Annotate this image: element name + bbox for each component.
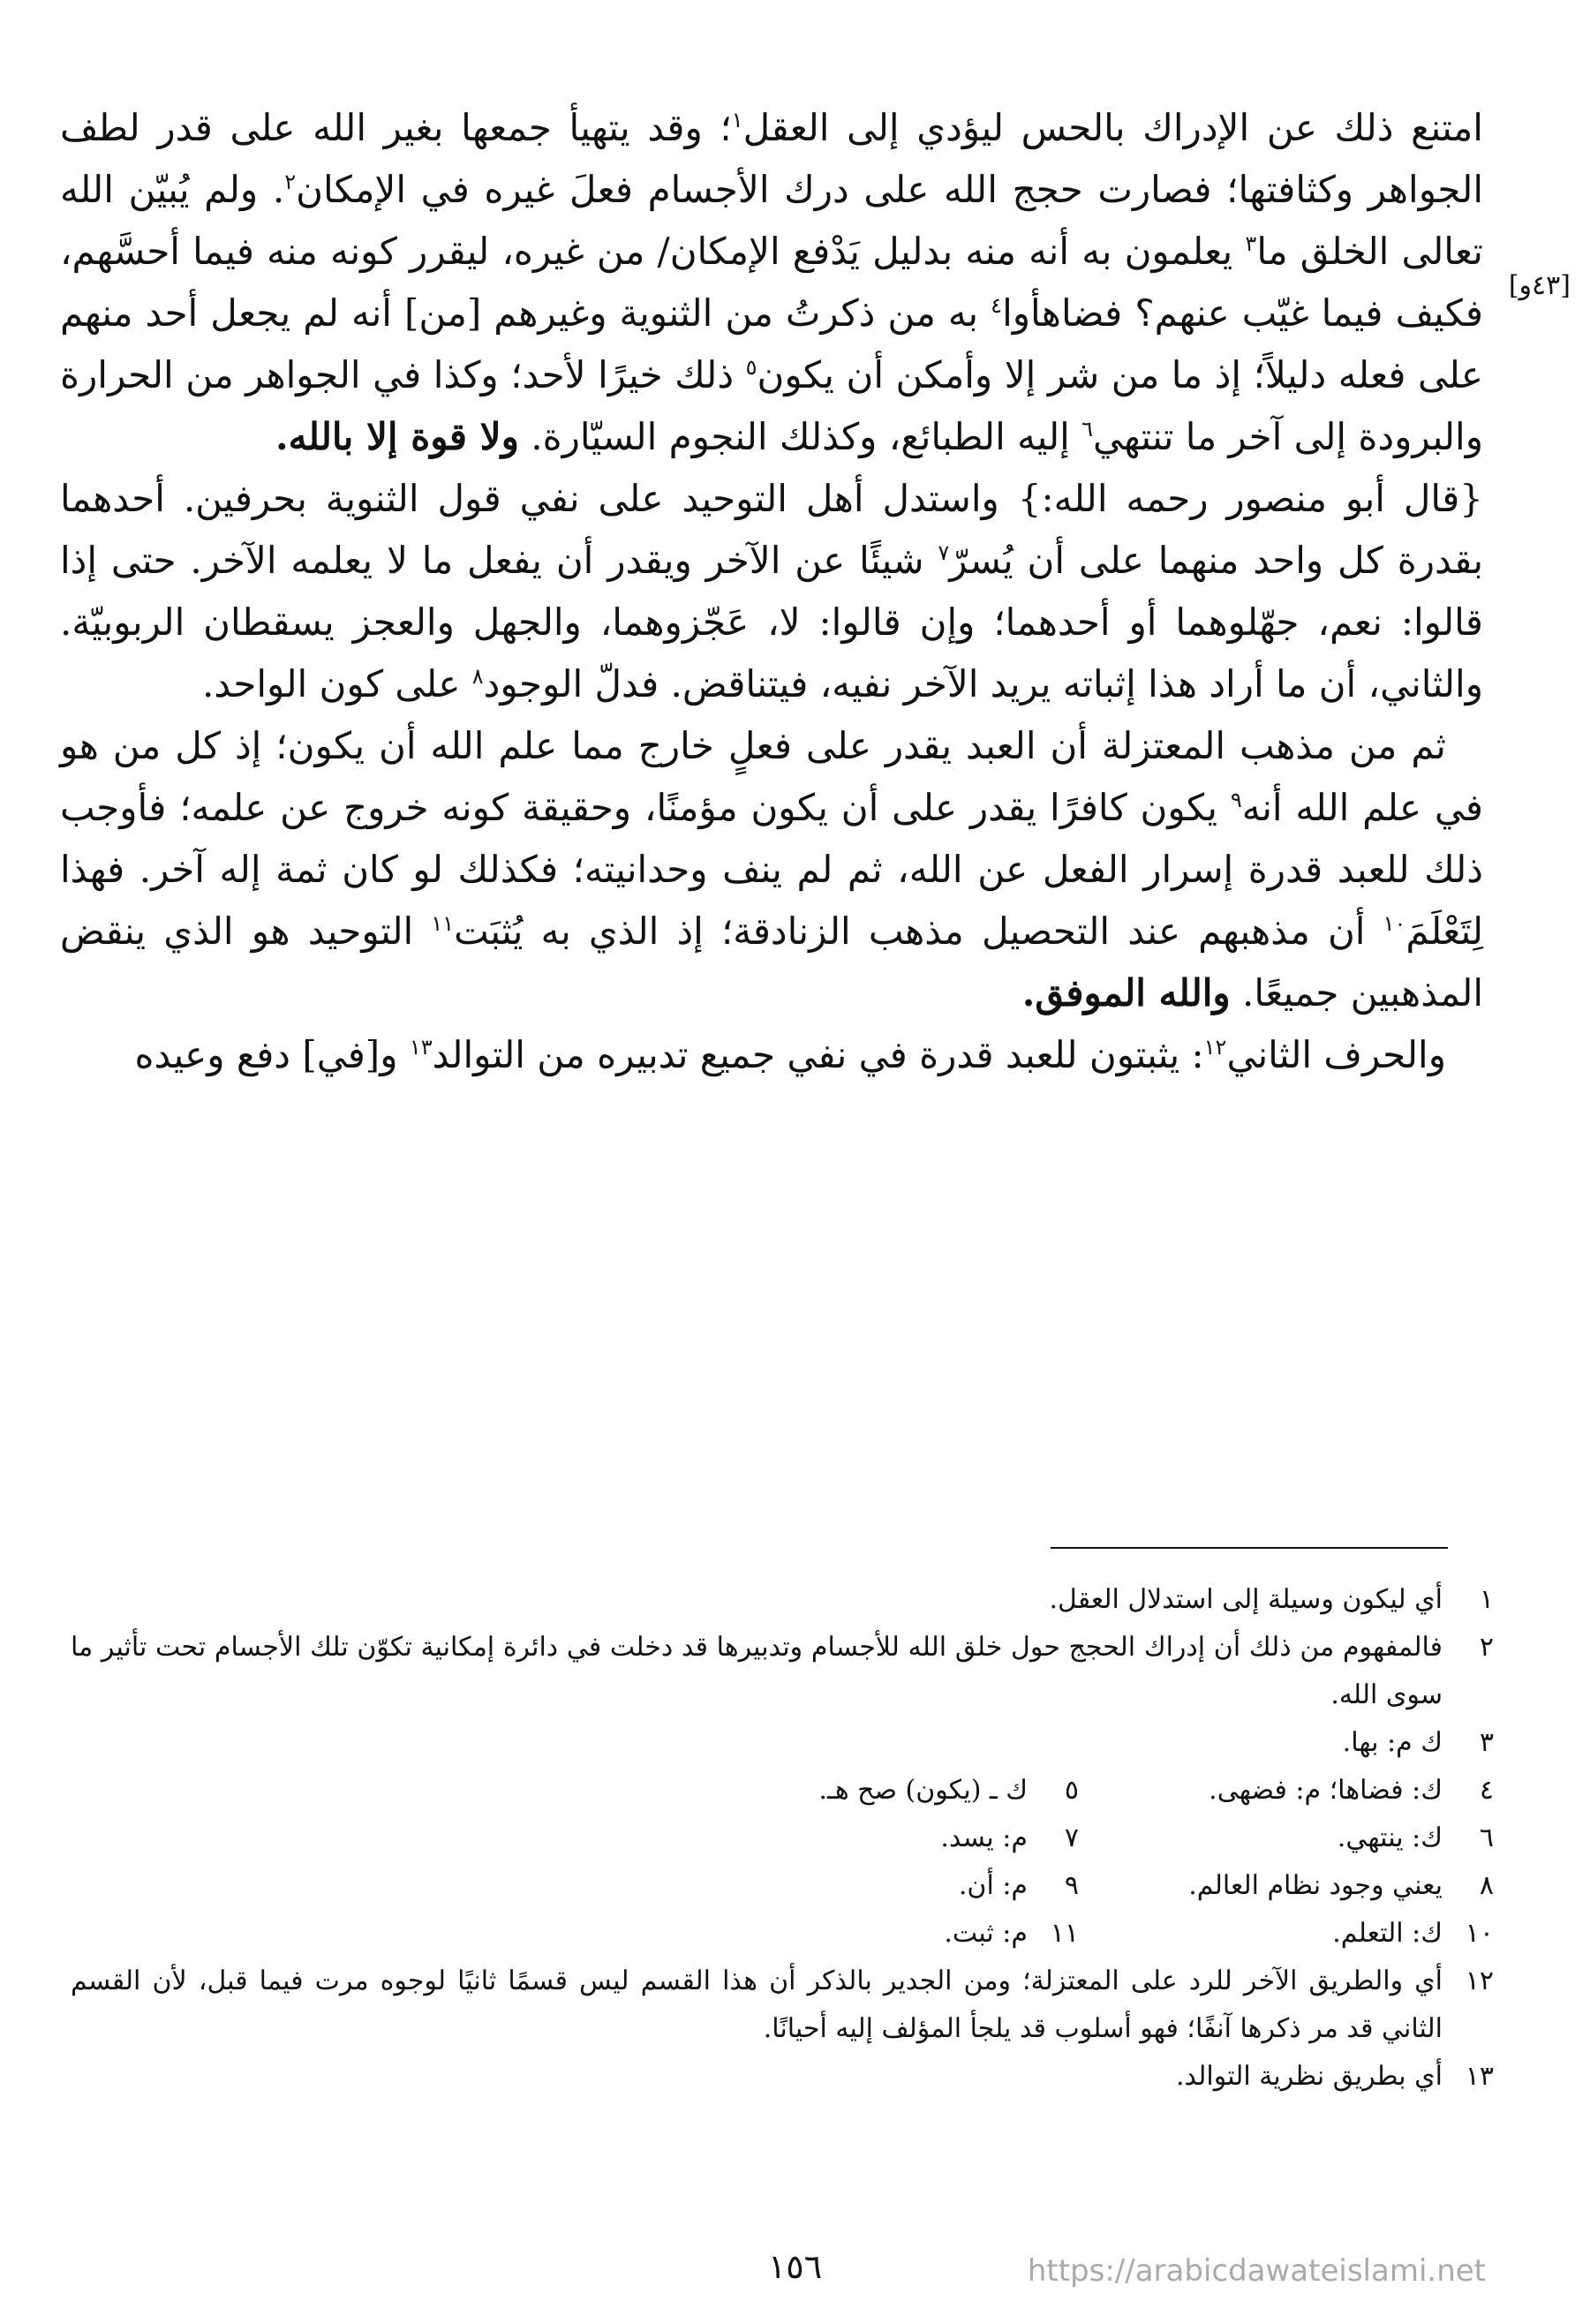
footnote-number: ٥ [1064, 1775, 1079, 1806]
text-run: أن مذهبهم عند التحصيل مذهب الزنادقة؛ إذ الذي به يُثبَت [454, 909, 1383, 953]
footnote-row [71, 1862, 1494, 1910]
footnote-marker: ١٢ [1203, 1035, 1227, 1060]
footnote-number: ٨ [1479, 1870, 1494, 1901]
footnote-text: يعني وجود نظام العالم. [1188, 1870, 1443, 1901]
footnote-number: ١٢ [1465, 1966, 1494, 1996]
watermark-url: https://arabicdawateislami.net [1027, 2253, 1486, 2289]
footnote [1079, 1815, 1494, 1862]
text-run: . ولم يُبيّن الله تعالى الخلق ما [60, 168, 1483, 273]
footnote [664, 1862, 1079, 1910]
footnote-number: ١١ [1050, 1918, 1079, 1949]
footnote [664, 1815, 1079, 1862]
footnote-text: ك م: بها. [1342, 1727, 1443, 1758]
footnote [664, 1910, 1079, 1958]
footnote [1079, 1767, 1494, 1815]
main-text [60, 97, 1483, 1086]
paragraph [60, 468, 1483, 715]
footnote-number: ٣ [1479, 1727, 1494, 1758]
footnote-number: ٧ [1064, 1822, 1079, 1853]
footnote-text: ك: ينتهي. [1337, 1822, 1443, 1853]
footnote-marker: ٤ [991, 293, 1003, 318]
text-run: {قال أبو منصور رحمه الله:} واستدل أهل التوحيد على نفي قول الثنوية بحرفين. أحدهما بقدرة كل واحد منهما على أن يُسرّ [60, 477, 1484, 582]
text-run: به من ذكرتُ من الثنوية وغيرهم [من] أنه لم يجعل أحد منهم على فعله دليلاً؛ إذ ما من شر إلا وأمكن أن يكون [60, 291, 1483, 396]
footnote-marker: ٩ [1230, 788, 1242, 812]
page-number: ١٥٦ [767, 2247, 823, 2286]
footnote-number: ٦ [1479, 1822, 1494, 1853]
paragraph [60, 1024, 1483, 1086]
footnote-marker: ١ [731, 108, 743, 132]
footnote [71, 1576, 1494, 1624]
bold-phrase: والله الموفق. [1021, 971, 1231, 1015]
bold-phrase: ولا قوة إلا بالله. [275, 415, 519, 458]
footnote-text: م: أن. [958, 1870, 1028, 1901]
text-run: على كون الواحد. [202, 662, 472, 706]
footnote-text: م: ثبت. [944, 1918, 1028, 1949]
footnote-text: ك: فضاها؛ م: فضهى. [1209, 1775, 1443, 1806]
footnote-marker: ٥ [745, 355, 757, 380]
manuscript-folio-marker: [٤٣و] [1508, 270, 1571, 301]
footnote-marker: ١١ [431, 911, 455, 936]
paragraph [60, 715, 1483, 1024]
footnote-text: أي والطريق الآخر للرد على المعتزلة؛ ومن الجدير بالذكر أن هذا القسم ليس قسمًا ثانيًا لوجوه مرت فيما قبل، لأن القسم الثاني قد مر ذكرها آنفًا؛ فهو أسلوب قد يلجأ المؤلف إليه أحيانًا. [71, 1966, 1443, 2044]
text-run: ذلك خيرًا لأحد؛ وكذا في الجواهر من الحرارة والبرودة إلى آخر ما تنتهي [60, 353, 1483, 458]
footnote-number: ١٠ [1465, 1918, 1494, 1949]
text-run: ؛ وقد يتهيأ جمعها بغير الله على قدر لطف الجواهر وكثافتها؛ فصارت حجج الله على درك الأجسام فعلَ غيره في الإمكان [60, 106, 1483, 211]
footnote-marker: ١٠ [1383, 911, 1406, 936]
footnote-number: ١٣ [1465, 2061, 1494, 2092]
footnote [664, 1767, 1079, 1815]
text-run: : يثبتون للعبد قدرة في نفي جميع تدبيره من التوالد [432, 1033, 1204, 1076]
footnotes [71, 1576, 1494, 2101]
text-run: ثم من مذهب المعتزلة أن العبد يقدر على فعلٍ خارج مما علم الله أن يكون؛ إذ كل من هو في علم الله أنه [60, 724, 1483, 829]
footnote-number: ٩ [1064, 1870, 1079, 1901]
footnote-marker: ٢ [284, 170, 297, 194]
footnote-marker: ٣ [1245, 231, 1257, 256]
text-run: التوحيد هو الذي ينقض المذهبين جميعًا. [60, 909, 1483, 1015]
footnote [71, 1958, 1494, 2053]
footnote-marker: ٨ [471, 664, 484, 689]
footnote-number: ١ [1479, 1584, 1494, 1615]
text-run: والحرف الثاني [1226, 1033, 1446, 1076]
text-run: شيئًا عن الآخر ويقدر أن يفعل ما لا يعلمه الآخر. حتى إذا قالوا: نعم، جهّلوهما أو أحدهما؛ وإن قالوا: لا، عَجّزوهما، والجهل والعجز يسقطان الربوبيّة. والثاني، أن ما أراد هذا إثباته يريد الآخر نفيه، فيتناقض. فدلّ الوجود [60, 539, 1484, 706]
footnote-text: م: يسد. [940, 1822, 1028, 1853]
text-run: إليه الطبائع، وكذلك النجوم السيّارة. [518, 415, 1082, 458]
footnote-row [71, 1910, 1494, 1958]
footnote [1079, 1910, 1494, 1958]
footnote-marker: ٧ [938, 540, 950, 565]
footnote-marker: ١٣ [409, 1035, 433, 1060]
text-run: يعلمون به أنه منه بدليل يَدْفع الإمكان/ من غيره، ليقرر كونه منه فيما أحسَّهم، فكيف فيما غيّب عنهم؟ فضاهأوا [60, 230, 1483, 335]
footnote-text: أي ليكون وسيلة إلى استدلال العقل. [1049, 1584, 1443, 1615]
text-run: يكون كافرًا يقدر على أن يكون مؤمنًا، وحقيقة كونه خروج عن علمه؛ فأوجب ذلك للعبد قدرة إسرار الفعل عن الله، ثم لم ينف وحدانيته؛ فكذلك لو كان ثمة إله آخر. فهذا لِتَعْلَمَ [60, 786, 1483, 953]
footnote-row [71, 1767, 1494, 1815]
footnote-text: أي بطريق نظرية التوالد. [1175, 2061, 1443, 2092]
footnote-text: ك: التعلم. [1332, 1918, 1443, 1949]
footnote-text: ك ـ (يكون) صح هـ. [818, 1775, 1028, 1806]
paragraph [60, 97, 1483, 468]
footnote-text: فالمفهوم من ذلك أن إدراك الحجج حول خلق الله للأجسام وتدبيرها قد دخلت في دائرة إمكانية تكوّن تلك الأجسام تحت تأثير ما سوى الله. [71, 1632, 1443, 1710]
footnote-separator [1051, 1547, 1448, 1549]
footnote [71, 1624, 1494, 1719]
footnote [1079, 1862, 1494, 1910]
footnote-row [71, 1815, 1494, 1862]
text-run: و[في] دفع وعيده [134, 1033, 410, 1076]
footnote [71, 1719, 1494, 1767]
footnote [71, 2053, 1494, 2101]
text-run: امتنع ذلك عن الإدراك بالحس ليؤدي إلى العقل [742, 106, 1483, 149]
footnote-number: ٢ [1479, 1632, 1494, 1663]
footnote-number: ٤ [1479, 1775, 1494, 1806]
footnote-marker: ٦ [1081, 417, 1094, 441]
